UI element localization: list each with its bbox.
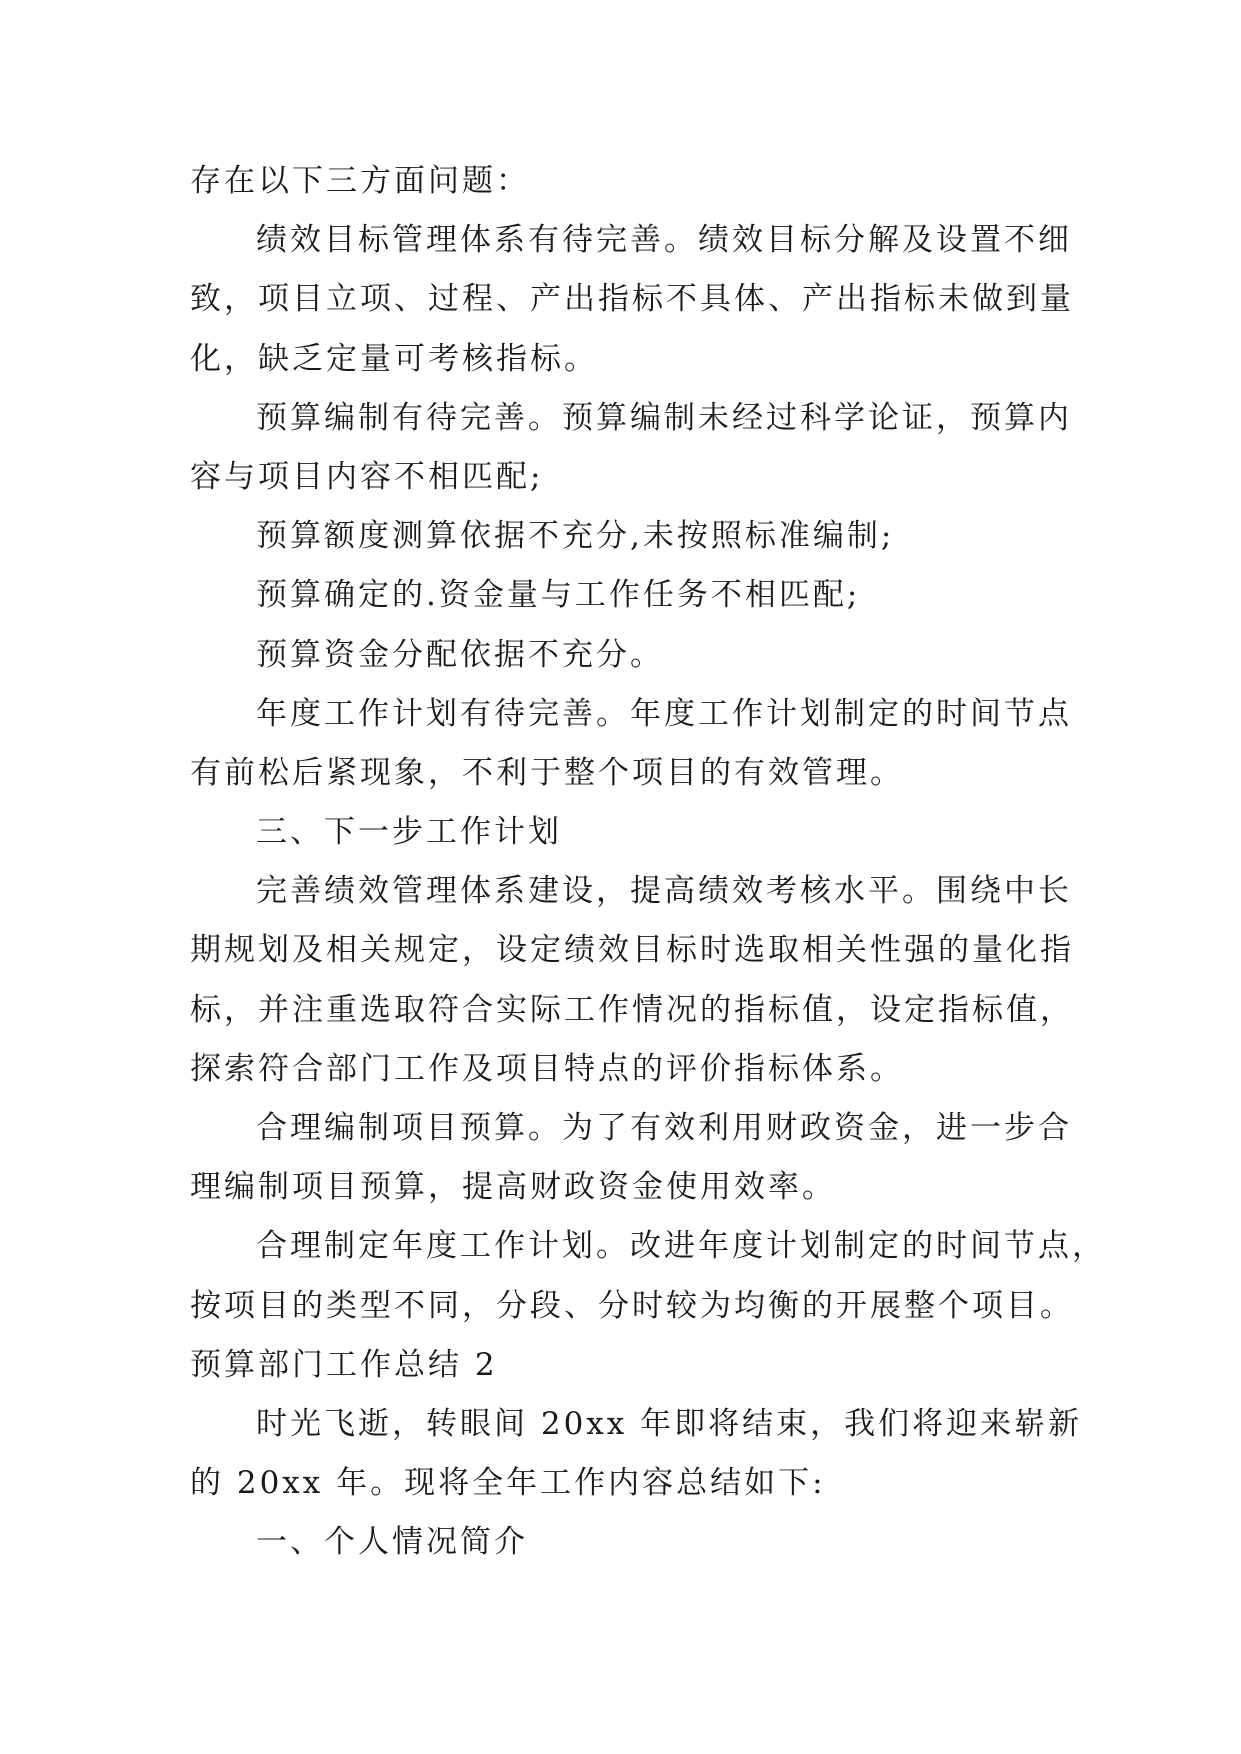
text-line: 合理制定年度工作计划。改进年度计划制定的时间节点， [256,1228,1106,1265]
text-line: 一、个人情况简介 [256,1524,528,1561]
text-line: 年度工作计划有待完善。年度工作计划制定的时间节点 [256,695,1072,732]
text-line: 致，项目立项、过程、产出指标不具体、产出指标未做到量 [190,281,1074,318]
text-line: 按项目的类型不同，分段、分时较为均衡的开展整个项目。 [190,1287,1074,1324]
text-line: 预算资金分配依据不充分。 [256,636,664,673]
text-line: 预算编制有待完善。预算编制未经过科学论证，预算内 [256,399,1072,436]
text-line: 探索符合部门工作及项目特点的评价指标体系。 [190,1050,904,1087]
text-line: 期规划及相关规定，设定绩效目标时选取相关性强的量化指 [190,932,1074,969]
text-line: 存在以下三方面问题： [190,163,530,199]
text-line: 预算额度测算依据不充分,未按照标准编制; [256,518,895,555]
text-line: 容与项目内容不相匹配; [190,458,544,495]
text-line: 化，缺乏定量可考核指标。 [190,340,598,377]
text-line: 预算确定的.资金量与工作任务不相匹配; [256,577,861,614]
text-line: 绩效目标管理体系有待完善。绩效目标分解及设置不细 [256,222,1072,259]
text-line: 预算部门工作总结 2 [190,1346,498,1383]
text-line: 三、下一步工作计划 [256,814,562,851]
document-body [190,152,1106,1573]
text-line: 时光飞逝，转眼间 20xx 年即将结束，我们将迎来崭新 [256,1405,1083,1442]
text-line: 理编制项目预算，提高财政资金使用效率。 [190,1169,836,1206]
text-line: 有前松后紧现象，不利于整个项目的有效管理。 [190,754,904,791]
text-line: 的 20xx 年。现将全年工作内容总结如下: [190,1465,826,1502]
text-line: 标，并注重选取符合实际工作情况的指标值，设定指标值， [190,991,1074,1028]
text-line: 完善绩效管理体系建设，提高绩效考核水平。围绕中长 [256,873,1072,910]
text-line: 合理编制项目预算。为了有效利用财政资金，进一步合 [256,1110,1072,1146]
